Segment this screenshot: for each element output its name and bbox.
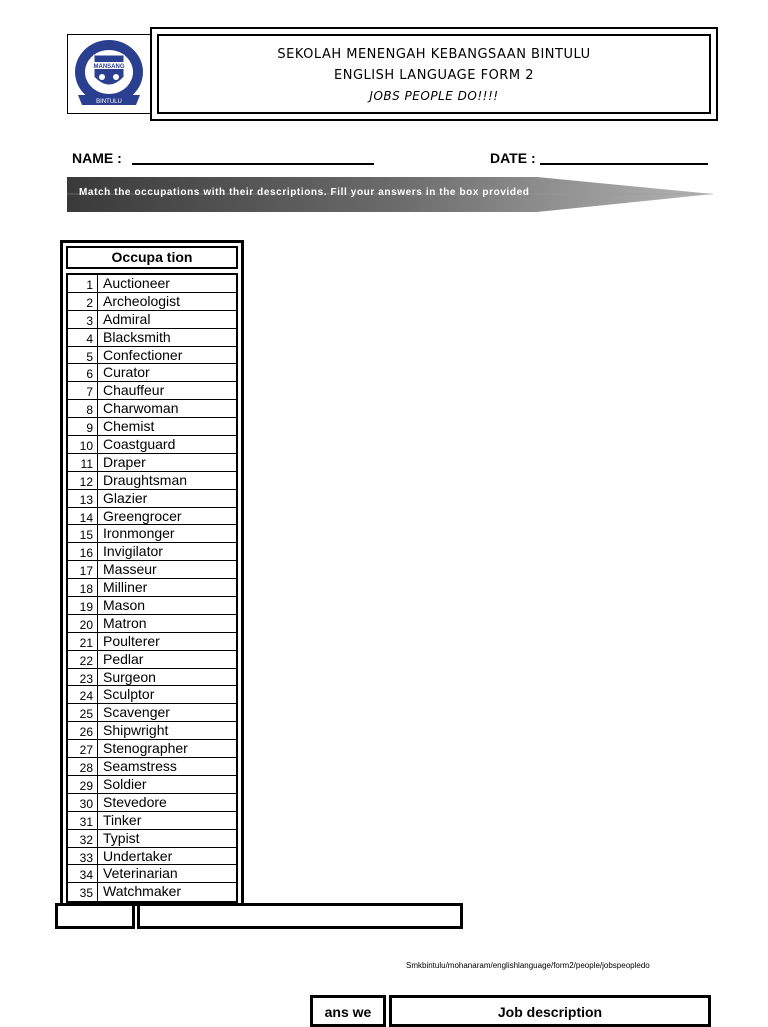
- table-row: [68, 508, 236, 526]
- occupation-name: Milliner: [103, 579, 148, 596]
- table-row: [68, 329, 236, 347]
- row-number: 32: [68, 830, 98, 847]
- row-number: 19: [68, 597, 98, 614]
- occupation-name: Chemist: [103, 418, 155, 435]
- row-number: 35: [68, 883, 98, 901]
- svg-text:MANSANG: MANSANG: [93, 64, 125, 70]
- table-row: [68, 776, 236, 794]
- occupation-name: Sculptor: [103, 686, 155, 703]
- table-row: [68, 472, 236, 490]
- occupation-rows: [66, 273, 238, 903]
- occupation-name: Coastguard: [103, 436, 176, 453]
- row-number: 29: [68, 776, 98, 793]
- row-number: 28: [68, 758, 98, 775]
- answer-box-small[interactable]: [55, 903, 135, 929]
- row-number: 34: [68, 865, 98, 882]
- occupation-name: Matron: [103, 614, 147, 631]
- occupation-table: [60, 240, 244, 906]
- row-number: 33: [68, 848, 98, 865]
- row-number: 15: [68, 525, 98, 542]
- table-row: [68, 740, 236, 758]
- occupation-name: Pedlar: [103, 650, 144, 667]
- occupation-name: Charwoman: [103, 400, 179, 417]
- table-row: [68, 293, 236, 311]
- occupation-name: Chauffeur: [103, 382, 165, 399]
- name-field-line[interactable]: [132, 163, 374, 165]
- row-number: 1: [68, 275, 98, 292]
- table-row: [68, 525, 236, 543]
- occupation-name: Masseur: [103, 561, 157, 578]
- occupation-name: Mason: [103, 597, 146, 614]
- table-row: [68, 418, 236, 436]
- name-label: NAME :: [72, 150, 122, 166]
- row-number: 4: [68, 329, 98, 346]
- occupation-name: Watchmaker: [103, 883, 182, 900]
- row-number: 23: [68, 669, 98, 686]
- answer-column-header: ans we: [310, 995, 386, 1027]
- worksheet-topic: JOBS PEOPLE DO!!!!: [369, 89, 499, 103]
- date-field-line[interactable]: [540, 163, 708, 165]
- row-number: 14: [68, 508, 98, 525]
- table-row: [68, 615, 236, 633]
- row-number: 8: [68, 400, 98, 417]
- table-row: [68, 669, 236, 687]
- crest-shield-icon: [68, 35, 150, 113]
- table-row: [68, 275, 236, 293]
- row-number: 16: [68, 543, 98, 560]
- subject-title: ENGLISH LANGUAGE FORM 2: [334, 68, 534, 83]
- row-number: 30: [68, 794, 98, 811]
- table-row: [68, 865, 236, 883]
- footer-file-path: Smkbintulu/mohanaram/englishlanguage/form2/people/jobspeopledo: [406, 961, 650, 970]
- occupation-name: Scavenger: [103, 704, 170, 721]
- occupation-name: Admiral: [103, 310, 151, 327]
- row-number: 17: [68, 561, 98, 578]
- occupation-name: Tinker: [103, 811, 142, 828]
- occupation-name: Confectioner: [103, 346, 183, 363]
- table-row: [68, 830, 236, 848]
- occupation-name: Blacksmith: [103, 328, 171, 345]
- occupation-name: Archeologist: [103, 292, 181, 309]
- table-row: [68, 794, 236, 812]
- occupation-name: Ironmonger: [103, 525, 175, 542]
- table-row: [68, 382, 236, 400]
- row-number: 22: [68, 651, 98, 668]
- table-row: [68, 364, 236, 382]
- table-row: [68, 686, 236, 704]
- table-row: [68, 490, 236, 508]
- row-number: 21: [68, 633, 98, 650]
- occupation-name: Draughtsman: [103, 471, 188, 488]
- occupation-name: Shipwright: [103, 722, 169, 739]
- table-row: [68, 400, 236, 418]
- school-crest-logo: [67, 34, 151, 114]
- row-number: 11: [68, 454, 98, 471]
- row-number: 7: [68, 382, 98, 399]
- row-number: 18: [68, 579, 98, 596]
- row-number: 20: [68, 615, 98, 632]
- table-row: [68, 597, 236, 615]
- answer-box-wide[interactable]: [137, 903, 463, 929]
- row-number: 13: [68, 490, 98, 507]
- table-row: [68, 758, 236, 776]
- row-number: 24: [68, 686, 98, 703]
- row-number: 10: [68, 436, 98, 453]
- occupation-name: Veterinarian: [103, 865, 178, 882]
- table-row: [68, 543, 236, 561]
- occupation-name: Greengrocer: [103, 507, 182, 524]
- table-row: [68, 454, 236, 472]
- row-number: 5: [68, 347, 98, 364]
- instruction-banner: [67, 177, 713, 212]
- row-number: 2: [68, 293, 98, 310]
- table-row: [68, 579, 236, 597]
- occupation-name: Soldier: [103, 775, 147, 792]
- occupation-name: Draper: [103, 453, 146, 470]
- row-number: 12: [68, 472, 98, 489]
- occupation-name: Glazier: [103, 489, 148, 506]
- table-row: [68, 311, 236, 329]
- occupation-name: Invigilator: [103, 543, 163, 560]
- table-row: [68, 722, 236, 740]
- table-row: [68, 883, 236, 901]
- row-number: 3: [68, 311, 98, 328]
- job-description-header: Job description: [389, 995, 711, 1027]
- occupation-name: Poulterer: [103, 632, 160, 649]
- header-inner-box: [157, 34, 711, 114]
- occupation-name: Seamstress: [103, 758, 177, 775]
- occupation-name: Undertaker: [103, 847, 173, 864]
- table-row: [68, 812, 236, 830]
- table-row: [68, 436, 236, 454]
- occupation-name: Typist: [103, 829, 140, 846]
- school-name: SEKOLAH MENENGAH KEBANGSAAN BINTULU: [277, 47, 591, 62]
- table-row: [68, 561, 236, 579]
- occupation-name: Auctioneer: [103, 275, 170, 291]
- row-number: 27: [68, 740, 98, 757]
- occupation-name: Stenographer: [103, 740, 188, 757]
- occupation-name: Curator: [103, 364, 150, 381]
- table-row: [68, 848, 236, 866]
- row-number: 25: [68, 704, 98, 721]
- header-box: [150, 27, 718, 121]
- table-row: [68, 704, 236, 722]
- instruction-text: Match the occupations with their descriptions. Fill your answers in the box provided: [79, 187, 530, 198]
- occupation-name: Surgeon: [103, 668, 156, 685]
- svg-text:BINTULU: BINTULU: [96, 99, 122, 105]
- date-label: DATE :: [490, 150, 536, 166]
- row-number: 31: [68, 812, 98, 829]
- row-number: 26: [68, 722, 98, 739]
- table-row: [68, 651, 236, 669]
- occupation-table-header: Occupa tion: [66, 246, 238, 269]
- table-row: [68, 347, 236, 365]
- row-number: 9: [68, 418, 98, 435]
- table-row: [68, 633, 236, 651]
- row-number: 6: [68, 364, 98, 381]
- occupation-name: Stevedore: [103, 793, 167, 810]
